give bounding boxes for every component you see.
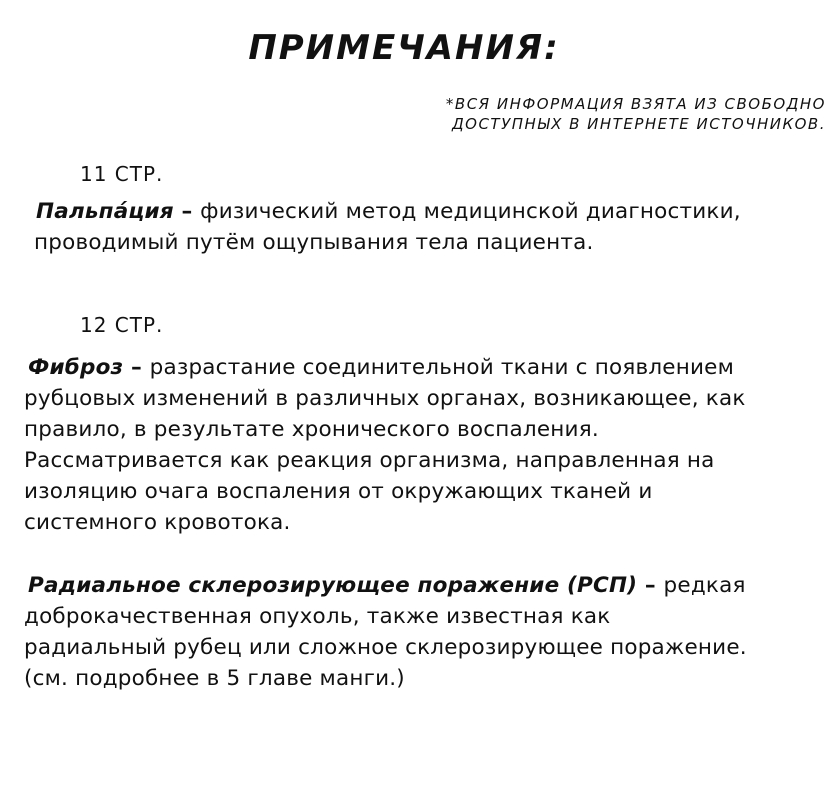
definition-line: разрастание соединительной ткани с появлением bbox=[149, 355, 735, 380]
source-disclaimer bbox=[446, 94, 826, 134]
definition-line: (см. подробнее в 5 главе манги.) bbox=[24, 666, 405, 691]
definition-line: рубцовых изменений в различных органах, возникающее, как bbox=[24, 386, 746, 411]
disclaimer-line: ДОСТУПНЫХ В ИНТЕРНЕТЕ ИСТОЧНИКОВ. bbox=[451, 115, 826, 133]
term-dash: – bbox=[173, 199, 201, 224]
glossary-entry-radial-scar bbox=[24, 570, 747, 694]
definition-line: изоляцию очага воспаления от окружающих тканей и bbox=[24, 479, 653, 504]
glossary-term: Радиальное склерозирующее поражение (РСП) bbox=[28, 573, 638, 598]
disclaimer-line: *ВСЯ ИНФОРМАЦИЯ ВЗЯТА ИЗ СВОБОДНО bbox=[445, 95, 826, 113]
page-reference-11: 11 СТР. bbox=[80, 162, 164, 186]
term-dash: – bbox=[637, 573, 664, 598]
definition-line: физический метод медицинской диагностики, bbox=[200, 199, 741, 224]
definition-line: редкая bbox=[663, 573, 746, 598]
glossary-term: Пальпа́ция bbox=[36, 199, 174, 224]
definition-line: системного кровотока. bbox=[24, 510, 291, 535]
definition-line: радиальный рубец или сложное склерозирующее поражение. bbox=[24, 635, 747, 660]
page-title: ПРИМЕЧАНИЯ: bbox=[248, 28, 560, 68]
definition-line: правило, в результате хронического воспаления. bbox=[24, 417, 599, 442]
glossary-entry-fibrosis bbox=[24, 352, 746, 538]
entry-first-line bbox=[24, 570, 747, 601]
definition-line: доброкачественная опухоль, также известная как bbox=[24, 604, 611, 629]
glossary-entry-palpation bbox=[36, 196, 741, 258]
definition-line: Рассматривается как реакция организма, направленная на bbox=[24, 448, 715, 473]
glossary-term: Фиброз bbox=[28, 355, 124, 380]
entry-first-line bbox=[24, 352, 746, 383]
term-dash: – bbox=[123, 355, 150, 380]
entry-first-line bbox=[36, 196, 741, 227]
page-reference-12: 12 СТР. bbox=[80, 313, 164, 337]
definition-line: проводимый путём ощупывания тела пациента. bbox=[34, 230, 594, 255]
